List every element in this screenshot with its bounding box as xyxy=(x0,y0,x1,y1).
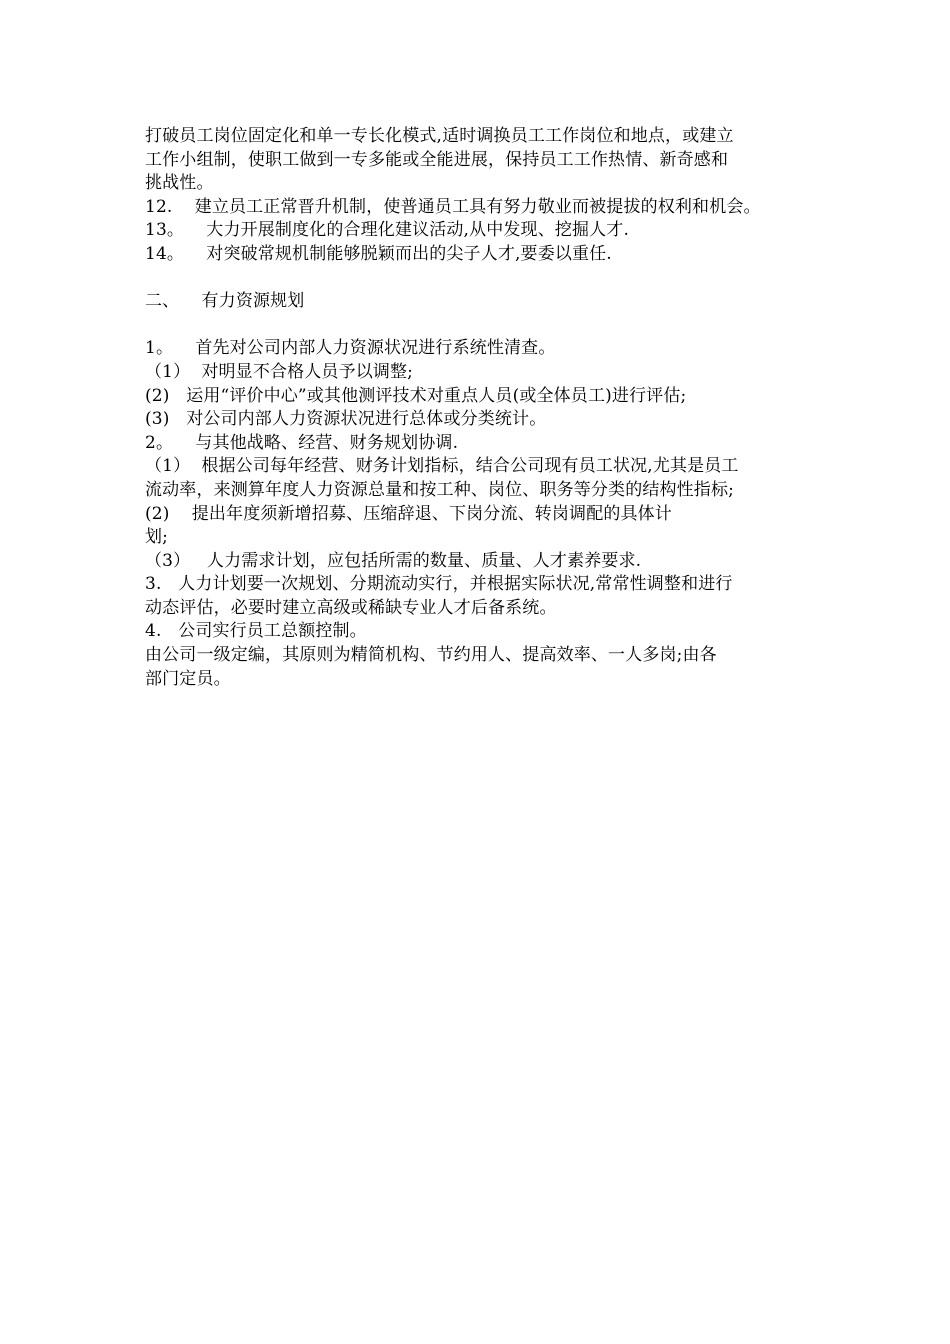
list-item-1: 1。 首先对公司内部人力资源状况进行系统性清查。 xyxy=(145,338,556,359)
sub-item-1-3: (3) 对公司内部人力资源状况进行总体或分类统计。 xyxy=(145,409,547,430)
list-item-4: 4. 公司实行员工总额控制。 xyxy=(145,621,367,642)
text-line: 流动率，来测算年度人力资源总量和按工种、岗位、职务等分类的结构性指标; xyxy=(145,479,734,500)
blank-line xyxy=(145,314,825,338)
sub-item-1-2: (2) 运用“评价中心”或其他测评技术对重点人员(或全体员工)进行评估; xyxy=(145,385,687,406)
text-line: 动态评估，必要时建立高级或稀缺专业人才后备系统。 xyxy=(145,597,557,618)
list-item-12: 12. 建立员工正常晋升机制，使普通员工具有努力敬业而被提拔的权利和机会。 xyxy=(145,196,761,217)
sub-item-2-3: （3） 人力需求计划，应包括所需的数量、质量、人才素养要求. xyxy=(145,550,642,571)
text-line: 部门定员。 xyxy=(145,668,231,689)
list-item-13: 13。 大力开展制度化的合理化建议活动,从中发现、挖掘人才. xyxy=(145,220,630,241)
text-line: 打破员工岗位固定化和单一专长化模式,适时调换员工工作岗位和地点，或建立 xyxy=(145,126,734,146)
sub-item-1-1: （1） 对明显不合格人员予以调整; xyxy=(145,361,414,382)
text-line: 划; xyxy=(145,527,169,548)
blank-line xyxy=(145,267,825,291)
document-page xyxy=(145,125,825,691)
sub-item-2-2: (2) 提出年度须新增招募、压缩辞退、下岗分流、转岗调配的具体计 xyxy=(145,503,672,524)
list-item-2: 2。 与其他战略、经营、财务规划协调. xyxy=(145,432,459,453)
text-line: 由公司一级定编，其原则为精简机构、节约用人、提高效率、一人多岗;由各 xyxy=(145,645,717,666)
section-heading: 二、 有力资源规划 xyxy=(145,291,305,312)
list-item-14: 14。 对突破常规机制能够脱颖而出的尖子人才,要委以重任. xyxy=(145,243,612,264)
text-line: 工作小组制，使职工做到一专多能或全能进展，保持员工工作热情、新奇感和 xyxy=(145,149,729,170)
list-item-3: 3. 人力计划要一次规划、分期流动实行，并根据实际状况,常常性调整和进行 xyxy=(145,574,733,595)
text-line: 挑战性。 xyxy=(145,173,214,194)
sub-item-2-1: （1） 根据公司每年经营、财务计划指标，结合公司现有员工状况,尤其是员工 xyxy=(145,456,739,477)
